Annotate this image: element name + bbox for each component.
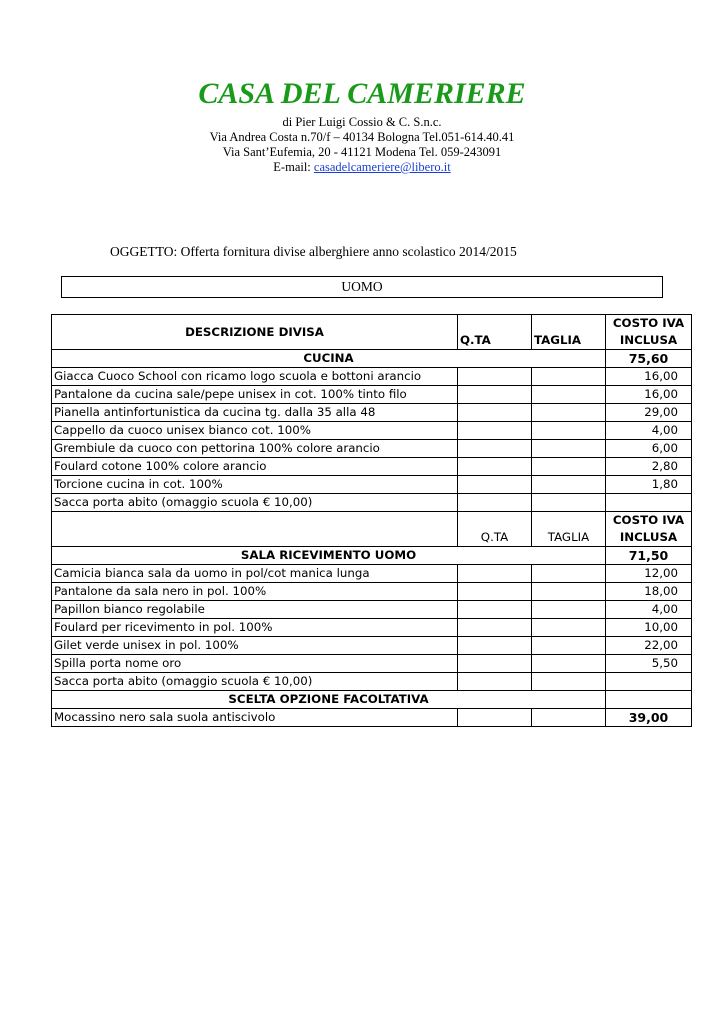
item-description: Foulard cotone 100% colore arancio — [52, 458, 458, 476]
section-sala — [52, 547, 692, 565]
address-modena: Via Sant’Eufemia, 20 - 41121 Modena Tel. 059-243091 — [222, 145, 502, 159]
item-qta-cell — [458, 458, 532, 476]
item-taglia-cell — [532, 565, 606, 583]
item-price — [606, 673, 692, 691]
table-row — [52, 404, 692, 422]
company-owner: di Pier Luigi Cossio & C. S.n.c. — [282, 115, 442, 129]
table-row — [52, 440, 692, 458]
item-taglia-cell — [532, 404, 606, 422]
item-taglia-cell — [532, 422, 606, 440]
item-qta-cell — [458, 386, 532, 404]
costo-line-2: INCLUSA — [619, 333, 678, 347]
item-taglia-cell — [532, 637, 606, 655]
item-taglia-cell — [532, 476, 606, 494]
col-qta-header: Q.TA — [458, 315, 532, 350]
table-row — [52, 422, 692, 440]
item-qta-cell — [458, 673, 532, 691]
section-title: SCELTA OPZIONE FACOLTATIVA — [52, 691, 606, 709]
address-bologna: Via Andrea Costa n.70/f – 40134 Bologna Tel.051-614.40.41 — [209, 130, 515, 144]
col-taglia-subheader: TAGLIA — [532, 512, 606, 547]
item-description: Cappello da cuoco unisex bianco cot. 100% — [52, 422, 458, 440]
item-qta-cell — [458, 368, 532, 386]
item-taglia-cell — [532, 673, 606, 691]
item-taglia-cell — [532, 619, 606, 637]
company-name: CASA DEL CAMERIERE — [198, 77, 526, 110]
item-taglia-cell — [532, 440, 606, 458]
item-qta-cell — [458, 494, 532, 512]
item-taglia-cell — [532, 368, 606, 386]
table-row — [52, 476, 692, 494]
table-row — [52, 368, 692, 386]
section-title: SALA RICEVIMENTO UOMO — [52, 547, 606, 565]
item-taglia-cell — [532, 583, 606, 601]
table-header — [52, 315, 692, 350]
item-description: Pantalone da cucina sale/pepe unisex in cot. 100% tinto filo — [52, 386, 458, 404]
item-description: Papillon bianco regolabile — [52, 601, 458, 619]
item-description: Mocassino nero sala suola antiscivolo — [52, 709, 458, 727]
col-desc-header: DESCRIZIONE DIVISA — [52, 315, 458, 350]
item-price: 4,00 — [606, 601, 692, 619]
table-row — [52, 601, 692, 619]
item-taglia-cell — [532, 458, 606, 476]
item-taglia-cell — [532, 494, 606, 512]
item-price: 18,00 — [606, 583, 692, 601]
item-qta-cell — [458, 601, 532, 619]
item-price: 10,00 — [606, 619, 692, 637]
item-qta-cell — [458, 709, 532, 727]
item-description: Grembiule da cuoco con pettorina 100% colore arancio — [52, 440, 458, 458]
item-price: 39,00 — [606, 709, 692, 727]
item-qta-cell — [458, 583, 532, 601]
item-qta-cell — [458, 655, 532, 673]
item-qta-cell — [458, 619, 532, 637]
item-price: 2,80 — [606, 458, 692, 476]
table-row — [52, 458, 692, 476]
col-taglia-header: TAGLIA — [532, 315, 606, 350]
item-qta-cell — [458, 476, 532, 494]
table-row — [52, 709, 692, 727]
item-description: Torcione cucina in cot. 100% — [52, 476, 458, 494]
item-price: 6,00 — [606, 440, 692, 458]
item-description: Foulard per ricevimento in pol. 100% — [52, 619, 458, 637]
item-description: Pianella antinfortunistica da cucina tg. dalla 35 alla 48 — [52, 404, 458, 422]
item-price: 12,00 — [606, 565, 692, 583]
item-taglia-cell — [532, 655, 606, 673]
table-row — [52, 619, 692, 637]
section-total: 75,60 — [606, 350, 692, 368]
section-cucina — [52, 350, 692, 368]
item-description: Spilla porta nome oro — [52, 655, 458, 673]
col-qta-subheader: Q.TA — [458, 512, 532, 547]
costo-line-1: COSTO IVA — [612, 316, 685, 330]
item-description: Pantalone da sala nero in pol. 100% — [52, 583, 458, 601]
item-price: 22,00 — [606, 637, 692, 655]
costo-line-2: INCLUSA — [619, 530, 678, 544]
email-label: E-mail: — [273, 160, 314, 174]
subheader-empty-cell — [52, 512, 458, 547]
section-total-empty — [606, 691, 692, 709]
table-row — [52, 637, 692, 655]
item-description: Sacca porta abito (omaggio scuola € 10,00) — [52, 673, 458, 691]
item-description: Giacca Cuoco School con ricamo logo scuola e bottoni arancio — [52, 368, 458, 386]
subject-line: OGGETTO: Offerta fornitura divise alberghiere anno scolastico 2014/2015 — [110, 244, 517, 259]
item-price — [606, 494, 692, 512]
item-description: Sacca porta abito (omaggio scuola € 10,00) — [52, 494, 458, 512]
section-opzione — [52, 691, 692, 709]
table-row — [52, 494, 692, 512]
uniform-table — [51, 314, 692, 727]
item-qta-cell — [458, 565, 532, 583]
item-price: 4,00 — [606, 422, 692, 440]
section-title: CUCINA — [52, 350, 606, 368]
item-taglia-cell — [532, 386, 606, 404]
table-row — [52, 673, 692, 691]
item-price: 1,80 — [606, 476, 692, 494]
item-price: 16,00 — [606, 386, 692, 404]
col-costo-subheader — [606, 512, 692, 547]
table-row — [52, 655, 692, 673]
email-line — [0, 160, 724, 175]
item-taglia-cell — [532, 709, 606, 727]
item-qta-cell — [458, 404, 532, 422]
item-qta-cell — [458, 637, 532, 655]
item-price: 5,50 — [606, 655, 692, 673]
gender-box: UOMO — [61, 276, 663, 298]
table-row — [52, 565, 692, 583]
costo-line-1: COSTO IVA — [612, 513, 685, 527]
item-qta-cell — [458, 422, 532, 440]
item-taglia-cell — [532, 601, 606, 619]
table-row — [52, 386, 692, 404]
item-description: Camicia bianca sala da uomo in pol/cot manica lunga — [52, 565, 458, 583]
item-price: 16,00 — [606, 368, 692, 386]
col-costo-header — [606, 315, 692, 350]
email-link[interactable]: casadelcameriere@libero.it — [313, 160, 451, 174]
item-price: 29,00 — [606, 404, 692, 422]
table-subheader — [52, 512, 692, 547]
table-row — [52, 583, 692, 601]
section-total: 71,50 — [606, 547, 692, 565]
item-qta-cell — [458, 440, 532, 458]
item-description: Gilet verde unisex in pol. 100% — [52, 637, 458, 655]
